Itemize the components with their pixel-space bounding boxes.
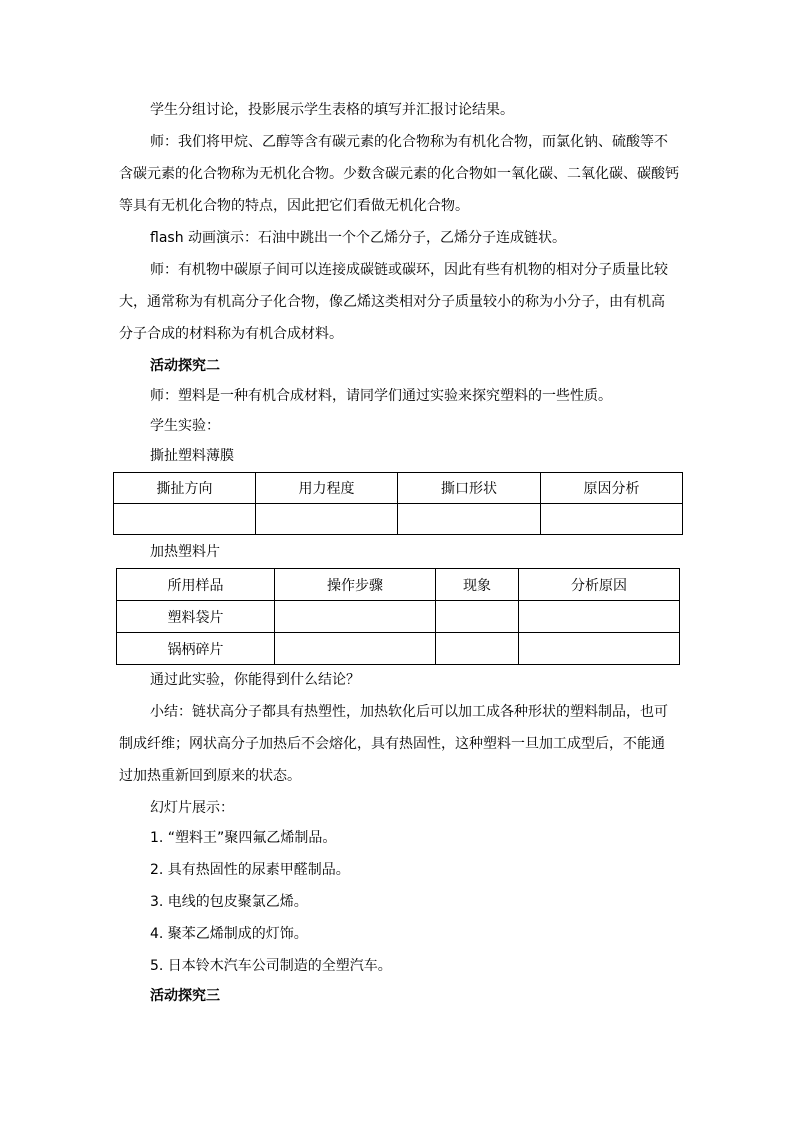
section-heading: 活动探究二 bbox=[150, 358, 220, 374]
paragraph: 过加热重新回到原来的状态。 bbox=[119, 768, 301, 784]
table-cell bbox=[256, 504, 398, 535]
list-item: 3. 电线的包皮聚氯乙烯。 bbox=[150, 894, 308, 910]
paragraph: 制成纤维；网状高分子加热后不会熔化，具有热固性，这种塑料一旦加工成型后，不能通 bbox=[119, 736, 665, 752]
table-cell bbox=[519, 633, 680, 665]
paragraph: 大，通常称为有机高分子化合物，像乙烯这类相对分子质量较小的称为小分子，由有机高 bbox=[119, 294, 665, 310]
table-cell: 塑料袋片 bbox=[117, 601, 275, 633]
paragraph: 学生分组讨论，投影展示学生表格的填写并汇报讨论结果。 bbox=[150, 102, 514, 118]
table-header-cell: 原因分析 bbox=[541, 473, 683, 504]
paragraph: 师：有机物中碳原子间可以连接成碳链或碳环，因此有些有机物的相对分子质量比较 bbox=[150, 262, 668, 278]
table-row bbox=[117, 633, 680, 665]
table-cell bbox=[275, 633, 436, 665]
paragraph: 学生实验： bbox=[150, 418, 220, 434]
table-header-cell: 撕扯方向 bbox=[114, 473, 256, 504]
paragraph: 小结：链状高分子都具有热塑性，加热软化后可以加工成各种形状的塑料制品，也可 bbox=[150, 704, 668, 720]
table-header-cell: 所用样品 bbox=[117, 569, 275, 601]
paragraph: 师：塑料是一种有机合成材料，请同学们通过实验来探究塑料的一些性质。 bbox=[150, 388, 612, 404]
table-header-row bbox=[117, 569, 680, 601]
paragraph: flash 动画演示：石油中跳出一个个乙烯分子，乙烯分子连成链状。 bbox=[150, 230, 567, 246]
tear-film-table bbox=[113, 472, 683, 535]
table-header-cell: 用力程度 bbox=[256, 473, 398, 504]
table-header-cell: 操作步骤 bbox=[275, 569, 436, 601]
table-header-row bbox=[114, 473, 683, 504]
heat-plastic-table bbox=[116, 568, 680, 665]
paragraph: 等具有无机化合物的特点，因此把它们看做无机化合物。 bbox=[119, 198, 469, 214]
list-item: 2. 具有热固性的尿素甲醛制品。 bbox=[150, 862, 350, 878]
table-cell bbox=[398, 504, 541, 535]
table-header-cell: 分析原因 bbox=[519, 569, 680, 601]
table-cell bbox=[275, 601, 436, 633]
paragraph: 含碳元素的化合物称为无机化合物。少数含碳元素的化合物如一氧化碳、二氧化碳、碳酸钙 bbox=[119, 166, 679, 182]
table-row bbox=[117, 601, 680, 633]
table-header-cell: 撕口形状 bbox=[398, 473, 541, 504]
paragraph: 幻灯片展示： bbox=[150, 800, 234, 816]
list-item: 5. 日本铃木汽车公司制造的全塑汽车。 bbox=[150, 958, 392, 974]
table-cell bbox=[436, 633, 519, 665]
paragraph: 通过此实验，你能得到什么结论？ bbox=[150, 672, 360, 688]
table-row bbox=[114, 504, 683, 535]
table-caption: 撕扯塑料薄膜 bbox=[150, 448, 234, 464]
paragraph: 分子合成的材料称为有机合成材料。 bbox=[119, 326, 343, 342]
table-cell bbox=[114, 504, 256, 535]
table-caption: 加热塑料片 bbox=[150, 544, 220, 560]
section-heading: 活动探究三 bbox=[150, 988, 220, 1004]
table-cell bbox=[519, 601, 680, 633]
table-cell bbox=[541, 504, 683, 535]
table-cell: 锅柄碎片 bbox=[117, 633, 275, 665]
table-header-cell: 现象 bbox=[436, 569, 519, 601]
list-item: 4. 聚苯乙烯制成的灯饰。 bbox=[150, 926, 308, 942]
table-cell bbox=[436, 601, 519, 633]
list-item: 1. “塑料王”聚四氟乙烯制品。 bbox=[150, 830, 337, 846]
paragraph: 师：我们将甲烷、乙醇等含有碳元素的化合物称为有机化合物，而氯化钠、硫酸等不 bbox=[150, 134, 668, 150]
